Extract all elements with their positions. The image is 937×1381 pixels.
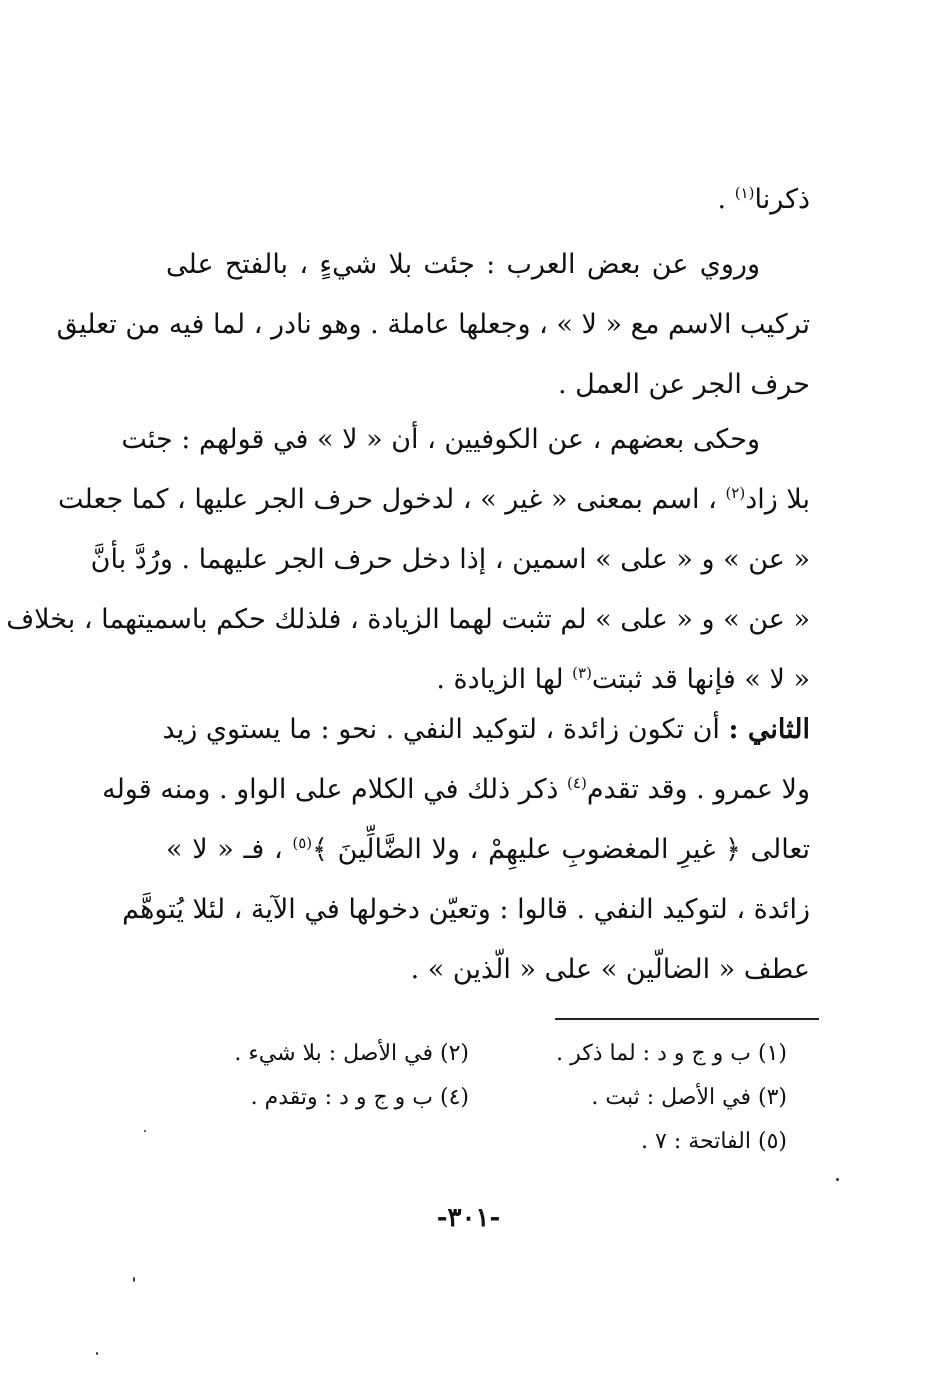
text-line: تركيب الاسم مع « لا » ، وجعلها عاملة . وهو نادر ، لما فيه من تعليق — [56, 309, 810, 340]
text-line: وروي عن بعض العرب : جئت بلا شيءٍ ، بالفتح على — [166, 249, 760, 280]
paragraph-3 — [6, 410, 810, 710]
footnote-ref: (٢) — [725, 484, 746, 502]
text-line: بلا زاد$^{(٢)}$ ، اسم بمعنى « غير » ، لدخول حرف الجر عليها ، كما جعلت — [58, 484, 810, 515]
text-line: تعالى ﴿ غيرِ المغضوبِ عليهِمْ ، ولا الضَّالِّينَ ﴾$^{(٥)}$ ، فـ « لا » — [166, 834, 810, 865]
scan-speck — [836, 1178, 839, 1181]
paragraph-4 — [102, 700, 810, 1000]
footnote-5: (٥) الفاتحة : ٧ . — [641, 1129, 787, 1154]
text-line: « عن » و « على » لم تثبت لهما الزيادة ، فلذلك حكم باسميتهما ، بخلاف — [6, 604, 810, 635]
paragraph-2 — [56, 235, 810, 415]
text-line: « عن » و « على » اسمين ، إذا دخل حرف الجر عليهما . ورُدَّ بأنَّ — [90, 544, 810, 575]
footnote-2: (٢) في الأصل : بلا شيء . — [234, 1041, 469, 1066]
footnote-3: (٣) في الأصل : ثبت . — [591, 1085, 787, 1110]
scan-speck — [96, 1352, 98, 1355]
footnote-ref: (١) — [734, 184, 755, 202]
text-line: زائدة ، لتوكيد النفي . قالوا : وتعيّن دخولها في الآية ، لئلا يُتوهَّم — [122, 894, 810, 925]
scan-speck — [133, 1277, 135, 1282]
footnote-4: (٤) ب و ج و د : وتقدم . — [250, 1085, 469, 1110]
section-lead: الثاني : — [728, 714, 810, 745]
text-line: وحكى بعضهم ، عن الكوفيين ، أن « لا » في قولهم : جئت — [121, 424, 760, 455]
footnote-ref: (٥) — [292, 834, 313, 852]
text-line: عطف « الضالّين » على « الّذين » . — [410, 954, 810, 985]
text-line: ذكرنا$^{(١)}$ . — [717, 184, 810, 215]
page-number: -٣٠١- — [436, 1203, 501, 1233]
scan-speck — [144, 1130, 146, 1132]
text-line: حرف الجر عن العمل . — [557, 369, 810, 400]
footnote-ref: (٣) — [572, 664, 592, 682]
footnote-rule — [555, 1018, 819, 1020]
text-line: ولا عمرو . وقد تقدم$^{(٤)}$ ذكر ذلك في الكلام على الواو . ومنه قوله — [102, 774, 810, 805]
footnote-1: (١) ب و ج و د : لما ذكر . — [556, 1041, 787, 1066]
footnote-ref: (٤) — [567, 774, 587, 792]
text-line: الثاني : أن تكون زائدة ، لتوكيد النفي . نحو : ما يستوي زيد — [162, 714, 810, 745]
paragraph-1 — [166, 170, 810, 230]
text-line: « لا » فإنها قد ثبتت$^{(٣)}$ لها الزيادة . — [436, 664, 810, 695]
